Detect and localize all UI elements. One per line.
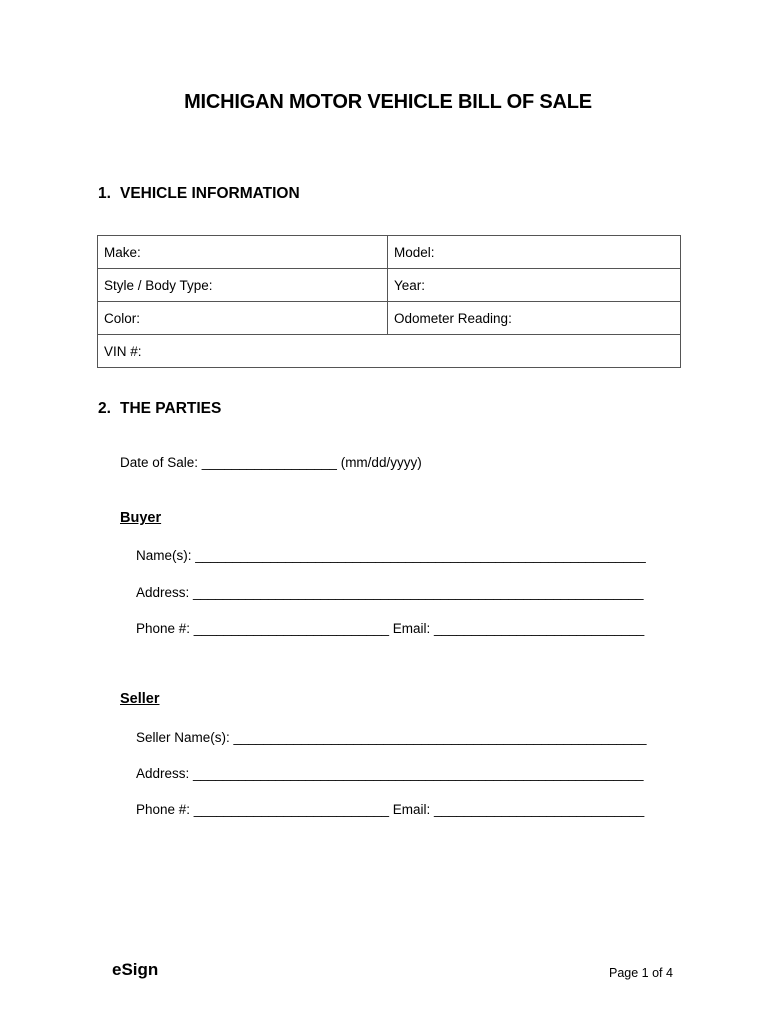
buyer-phone-email-field[interactable]: Phone #: __________________________ Email: ____________________________	[136, 621, 645, 636]
table-row	[98, 335, 681, 368]
table-row	[98, 302, 681, 335]
section-number: 2.	[98, 400, 111, 417]
seller-address-field[interactable]: Address: ____________________________________________________________	[136, 766, 644, 781]
section-title: VEHICLE INFORMATION	[120, 185, 300, 202]
section-the-parties-heading	[98, 400, 221, 418]
vehicle-information-table	[97, 235, 681, 368]
year-field[interactable]: Year:	[388, 269, 681, 302]
vin-field[interactable]: VIN #:	[98, 335, 681, 368]
color-field[interactable]: Color:	[98, 302, 388, 335]
make-field[interactable]: Make:	[98, 236, 388, 269]
document-title: MICHIGAN MOTOR VEHICLE BILL OF SALE	[184, 91, 592, 113]
esign-logo: eSign	[112, 960, 159, 979]
section-number: 1.	[98, 185, 111, 202]
date-of-sale-field[interactable]: Date of Sale: __________________ (mm/dd/yyyy)	[120, 455, 422, 470]
seller-heading: Seller	[120, 691, 160, 707]
odometer-reading-field[interactable]: Odometer Reading:	[388, 302, 681, 335]
style-body-type-field[interactable]: Style / Body Type:	[98, 269, 388, 302]
table-row	[98, 269, 681, 302]
model-field[interactable]: Model:	[388, 236, 681, 269]
buyer-names-field[interactable]: Name(s): ____________________________________________________________	[136, 548, 646, 563]
section-vehicle-information-heading	[98, 185, 300, 203]
page-number: Page 1 of 4	[609, 966, 673, 980]
table-row	[98, 236, 681, 269]
seller-phone-email-field[interactable]: Phone #: __________________________ Email: ____________________________	[136, 802, 645, 817]
section-title: THE PARTIES	[120, 400, 222, 417]
buyer-heading: Buyer	[120, 510, 162, 526]
seller-names-field[interactable]: Seller Name(s): _______________________________________________________	[136, 730, 647, 745]
buyer-address-field[interactable]: Address: ____________________________________________________________	[136, 585, 644, 600]
